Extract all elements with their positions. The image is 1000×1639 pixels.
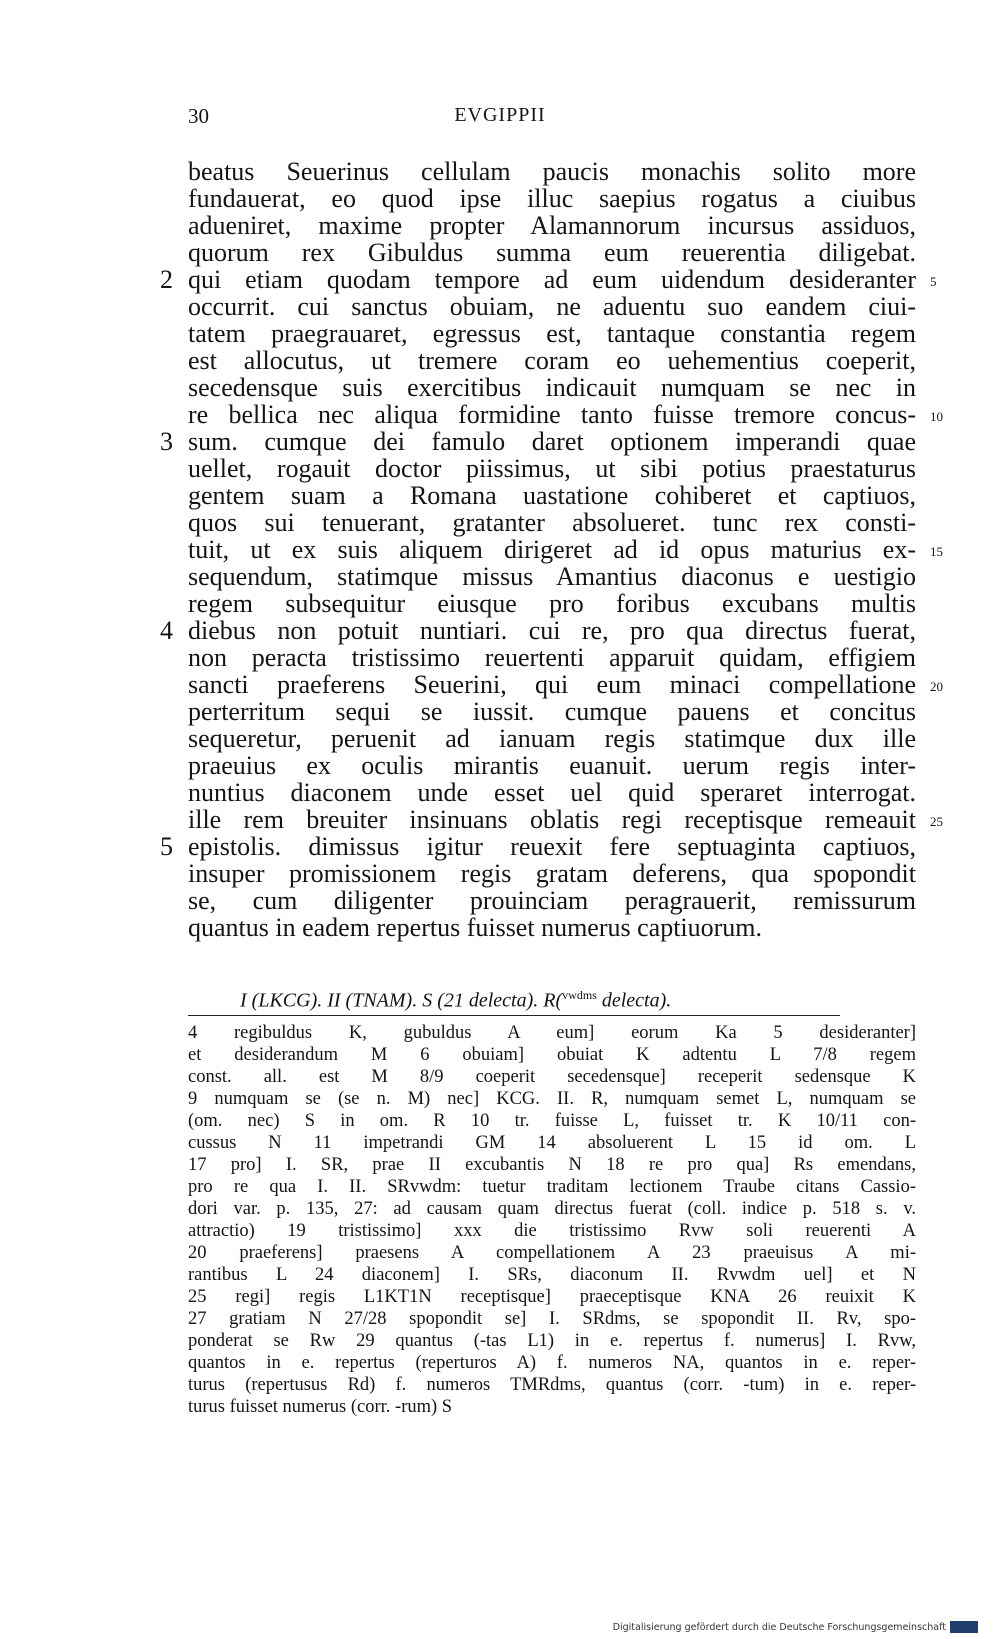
apparatus-line: ponderat se Rw 29 quantus (-tas L1) in e. repertus f. numerus] I. Rvw,	[188, 1331, 916, 1351]
text-line: regem subsequitur eiusque pro foribus excubans multis	[188, 589, 916, 618]
line-number: 20	[930, 679, 943, 694]
apparatus-line: pro re qua I. II. SRvwdm: tuetur traditam lectionem Traube citans Cassio-	[188, 1177, 916, 1197]
text-line: re bellica nec aliqua formidine tanto fuisse tremore concus-	[188, 400, 916, 429]
text-line: praeuius ex oculis mirantis euanuit. uerum regis inter-	[188, 751, 916, 780]
manuscript-sigla	[240, 988, 671, 1013]
text-line: insuper promissionem regis gratam deferens, qua spopondit	[188, 859, 916, 888]
running-title: EVGIPPII	[454, 104, 546, 126]
text-line: est allocutus, ut tremere coram eo uehementius coeperit,	[188, 346, 916, 375]
text-line: quorum rex Gibuldus summa eum reuerentia diligebat.	[188, 238, 916, 267]
text-line: occurrit. cui sanctus obuiam, ne aduentu suo eandem ciui-	[188, 292, 916, 321]
apparatus-line: attractio) 19 tristissimo] xxx die tristissimo Rvw soli reuerenti A	[188, 1221, 916, 1241]
text-line: quos sui tenuerant, gratanter absolueret. tunc rex consti-	[188, 508, 916, 537]
footnote-rule	[188, 1015, 840, 1016]
text-line: nuntius diaconem unde esset uel quid speraret interrogat.	[188, 778, 916, 807]
sigla-superscript: vwdms	[562, 988, 597, 1002]
apparatus-line: turus (repertusus Rd) f. numeros TMRdms, quantus (corr. -tum) in e. reper-	[188, 1375, 916, 1395]
text-line: tatem praegrauaret, egressus est, tantaque constantia regem	[188, 319, 916, 348]
text-line: beatus Seuerinus cellulam paucis monachis solito more	[188, 157, 916, 186]
dfg-logo-icon	[950, 1621, 978, 1633]
apparatus-line: (om. nec) S in om. R 10 tr. fuisse L, fuisset tr. K 10/11 con-	[188, 1111, 916, 1131]
apparatus-line: 27 gratiam N 27/28 spopondit se] I. SRdms, se spopondit II. Rv, spo-	[188, 1309, 916, 1329]
apparatus-line: 9 numquam se (se n. M) nec] KCG. II. R, numquam semet L, numquam se	[188, 1089, 916, 1109]
digitization-credit	[613, 1621, 978, 1633]
line-number: 15	[930, 544, 943, 559]
text-line: epistolis. dimissus igitur reuexit fere septuaginta captiuos,	[188, 832, 916, 861]
text-line: non peracta tristissimo reuertenti apparuit quidam, effigiem	[188, 643, 916, 672]
apparatus-line: quantos in e. repertus (reperturos A) f. numeros NA, quantos in e. reper-	[188, 1353, 916, 1373]
apparatus-line: et desiderandum M 6 obuiam] obuiat K adtentu L 7/8 regem	[188, 1045, 916, 1065]
text-line: ille rem breuiter insinuans oblatis regi receptisque remeauit	[188, 805, 916, 834]
text-line: diebus non potuit nuntiari. cui re, pro qua directus fuerat,	[188, 616, 916, 645]
text-line: uellet, rogauit doctor piissimus, ut sibi potius praestaturus	[188, 454, 916, 483]
text-line: fundauerat, eo quod ipse illuc saepius rogatus a ciuibus	[188, 184, 916, 213]
section-number: 5	[160, 832, 173, 861]
text-line: qui etiam quodam tempore ad eum uidendum desideranter	[188, 265, 916, 294]
text-line: sancti praeferens Seuerini, qui eum minaci compellatione	[188, 670, 916, 699]
apparatus-line: turus fuisset numerus (corr. -rum) S	[188, 1397, 453, 1417]
apparatus-line: 25 regi] regis L1KT1N receptisque] praeceptisque KNA 26 reuixit K	[188, 1287, 916, 1307]
page-number: 30	[188, 104, 209, 128]
text-line: sequendum, statimque missus Amantius diaconus e uestigio	[188, 562, 916, 591]
apparatus-line: 4 regibuldus K, gubuldus A eum] eorum Ka 5 desideranter]	[188, 1023, 916, 1043]
text-line: tuit, ut ex suis aliquem dirigeret ad id opus maturius ex-	[188, 535, 916, 564]
sigla-tail: delecta).	[596, 989, 672, 1012]
apparatus-line: 20 praeferens] praesens A compellationem A 23 praeuisus A mi-	[188, 1243, 916, 1263]
section-number: 3	[160, 427, 173, 456]
section-number: 4	[160, 616, 173, 645]
text-line: se, cum diligenter prouinciam peragrauerit, remissurum	[188, 886, 916, 915]
text-line: sum. cumque dei famulo daret optionem imperandi quae	[188, 427, 916, 456]
text-line: gentem suam a Romana uastatione cohiberet et captiuos,	[188, 481, 916, 510]
text-line: perterritum sequi se iussit. cumque pauens et concitus	[188, 697, 916, 726]
text-line: quantus in eadem repertus fuisset numerus captiuorum.	[188, 913, 763, 942]
apparatus-line: cussus N 11 impetrandi GM 14 absoluerent L 15 id om. L	[188, 1133, 916, 1153]
apparatus-line: dori var. p. 135, 27: ad causam quam directus fuerat (coll. indice p. 518 s. v.	[188, 1199, 916, 1219]
apparatus-line: 17 pro] I. SR, prae II excubantis N 18 re pro qua] Rs emendans,	[188, 1155, 916, 1175]
line-number: 10	[930, 409, 943, 424]
line-number: 25	[930, 814, 943, 829]
credit-text: Digitalisierung gefördert durch die Deutsche Forschungsgemeinschaft	[612, 1621, 946, 1633]
text-line: secedensque suis exercitibus indicauit numquam se nec in	[188, 373, 916, 402]
text-line: adueniret, maxime propter Alamannorum incursus assiduos,	[188, 211, 916, 240]
text-line: sequeretur, peruenit ad ianuam regis statimque dux ille	[188, 724, 916, 753]
apparatus-line: const. all. est M 8/9 coeperit secedensque] receperit sedensque K	[188, 1067, 916, 1087]
section-number: 2	[160, 265, 173, 294]
line-number: 5	[930, 274, 937, 289]
sigla-text: I (LKCG). II (TNAM). S (21 delecta). R(	[240, 989, 563, 1012]
apparatus-line: rantibus L 24 diaconem] I. SRs, diaconum II. Rvwdm uel] et N	[188, 1265, 916, 1285]
